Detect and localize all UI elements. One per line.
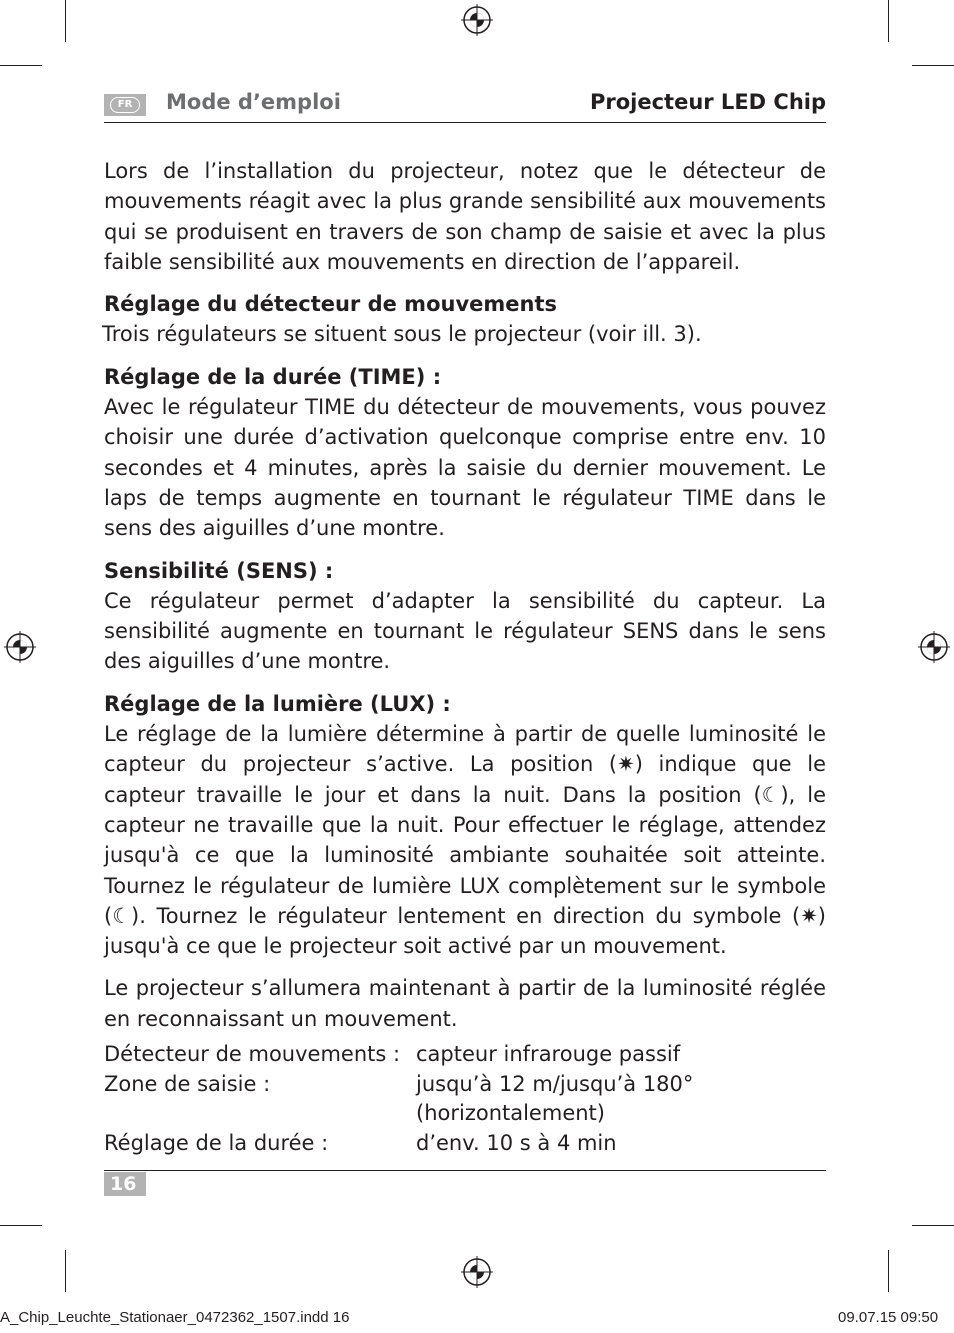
spec-table [104, 1040, 826, 1158]
section-text: Avec le régulateur TIME du détecteur de mouvements, vous pouvez choisir une durée d’activation quelconque comprise entre env. 10 secondes et 4 minutes, après la saisie du dernier mouvement. Le laps de temps augmente en tournant le régulateur TIME dans le sens des aiguilles d’une montre. [104, 395, 826, 541]
crop-mark [888, 1250, 889, 1292]
crop-mark [65, 1250, 66, 1292]
print-slug-file: A_Chip_Leuchte_Stationaer_0472362_1507.indd 16 [0, 1309, 350, 1326]
registration-mark-icon [461, 1256, 493, 1288]
crop-mark [65, 0, 66, 42]
spec-label: Réglage de la durée : [104, 1130, 329, 1155]
intro-paragraph: Lors de l’installation du projecteur, notez que le détecteur de mouvements réagit avec la plus grande sensibilité aux mouvements qui se produisent en travers de son champ de saisie et avec la plus faible sensibilité aux mouvements en direction de l’appareil. [104, 159, 826, 274]
page-body [104, 156, 826, 1158]
page-header [104, 88, 826, 123]
spec-value: d’env. 10 s à 4 min [416, 1130, 617, 1155]
language-code: FR [110, 97, 140, 113]
section-text: Trois régulateurs se situent sous le projecteur (voir ill. 3). [102, 322, 702, 347]
section-text: Le réglage de la lumière détermine à partir de quelle luminosité le capteur du projecteur s’active. La position (✷) indique que le capteur travaille le jour et dans la nuit. Dans la position (☾), le capteur ne travaille que la nuit. Pour effectuer le réglage, attendez jusqu'à ce que la luminosité ambiante souhaitée soit atteinte. Tournez le régulateur de lumière LUX complètement sur le symbole (☾). Tournez le régulateur lentement en direction du symbole (✷) jusqu'à ce que le projecteur soit activé par un mouvement. [104, 722, 826, 959]
spec-label: Zone de saisie : [104, 1071, 271, 1096]
registration-mark-icon [461, 4, 493, 36]
closing-paragraph: Le projecteur s’allumera maintenant à partir de la luminosité réglée en reconnaissant un mouvement. [104, 976, 826, 1031]
header-section-title: Mode d’emploi [166, 90, 341, 114]
crop-mark [0, 1225, 42, 1226]
spec-label: Détecteur de mouvements : [104, 1042, 401, 1067]
crop-mark [888, 0, 889, 42]
language-badge [104, 94, 146, 116]
crop-mark [912, 65, 954, 66]
spec-label [104, 1099, 416, 1129]
print-slug-date: 09.07.15 09:50 [838, 1309, 939, 1326]
footer-rule [104, 1170, 826, 1171]
registration-mark-icon [918, 631, 950, 663]
crop-mark [0, 65, 42, 66]
section-heading: Réglage de la durée (TIME) : [104, 364, 442, 389]
section-heading: Réglage de la lumière (LUX) : [104, 691, 451, 716]
registration-mark-icon [4, 631, 36, 663]
crop-mark [912, 1225, 954, 1226]
page-number: 16 [104, 1172, 146, 1196]
section-heading: Sensibilité (SENS) : [104, 558, 334, 583]
header-product-title: Projecteur LED Chip [589, 90, 826, 114]
section-heading: Réglage du détecteur de mouvements [104, 292, 557, 317]
spec-value: capteur infrarouge passif [416, 1042, 681, 1067]
spec-value: jusqu’à 12 m/jusqu’à 180° [416, 1071, 694, 1096]
spec-value: (horizontalement) [416, 1101, 605, 1126]
section-text: Ce régulateur permet d’adapter la sensibilité du capteur. La sensibilité augmente en tournant le régulateur SENS dans le sens des aiguilles d’une montre. [104, 588, 826, 674]
